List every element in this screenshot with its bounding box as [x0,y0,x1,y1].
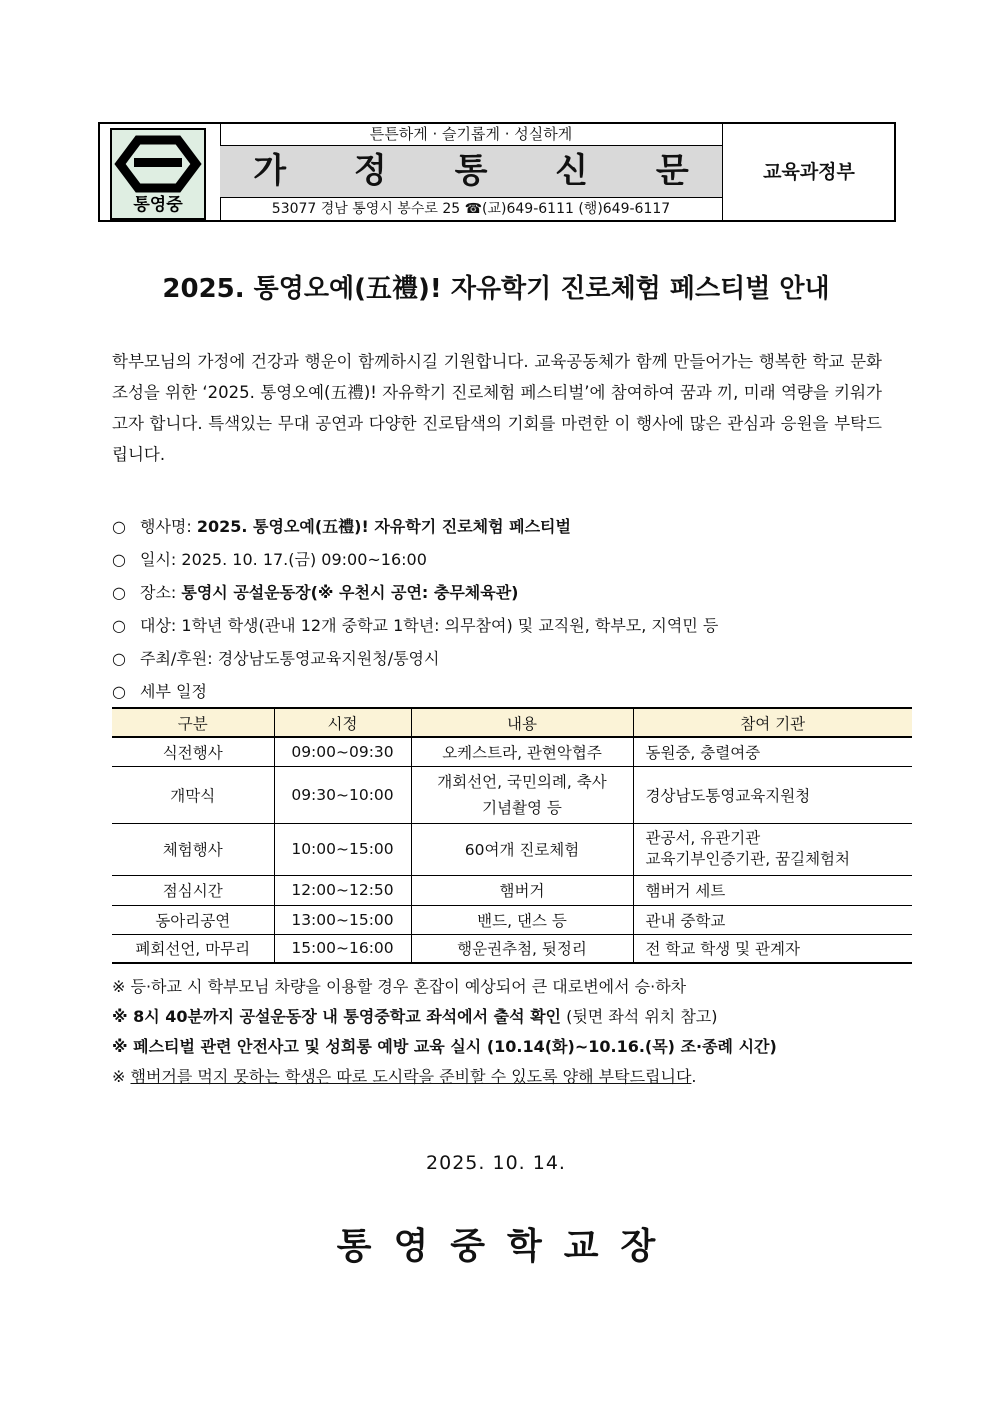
note-attendance [112,1002,912,1032]
cell-org: 햄버거 세트 [633,875,912,905]
note-end: . [691,1067,697,1086]
cell-content: 오케스트라, 관현악협주 [411,737,633,766]
cell-time: 13:00~15:00 [274,905,411,934]
cell-org [633,823,912,875]
note-safety [112,1032,912,1062]
svg-text:통영중: 통영중 [133,195,183,215]
school-slogan: 튼튼하게 · 슬기롭게 · 성실하게 [369,125,573,143]
logo-cell [100,124,221,220]
table-header-row [112,708,912,737]
school-logo [110,128,206,220]
info-host [112,642,892,675]
cell-time: 12:00~12:50 [274,875,411,905]
cell-category: 식전행사 [112,737,274,766]
cell-org: 전 학교 학생 및 관계자 [633,934,912,963]
note-text-bold: 8시 40분까지 공설운동장 내 통영중학교 좌석에서 출석 확인 [127,1007,562,1026]
date-label: 일시: [140,550,182,569]
cell-org-line: 관공서, 유관기관 [645,829,761,847]
note-mark: ※ [112,1007,128,1026]
table-row [112,905,912,934]
info-schedule [112,675,892,708]
cell-time: 10:00~15:00 [274,823,411,875]
note-mark: ※ [112,1067,126,1086]
info-event-name [112,510,892,543]
cell-org: 관내 중학교 [633,905,912,934]
bullet-icon: ○ [112,583,126,602]
cell-content: 햄버거 [411,875,633,905]
intro-paragraph: 학부모님의 가정에 건강과 행운이 함께하시길 기원합니다. 교육공동체가 함께 만들어가는 행복한 학교 문화 조성을 위한 ‘2025. 통영오예(五禮)! 자유학기 진로체험 페스티벌’에 참여하여 꿈과 끼, 미래 역량을 키워가고자 합니다. 특색있는 무대 공연과 다양한 진로탐색의 기회를 마련한 이 행사에 많은 관심과 응원을 부탁드립니다. [112,352,882,464]
bullet-icon: ○ [112,517,126,536]
info-date [112,543,892,576]
place-label: 장소: [140,583,182,602]
cell-category: 폐회선언, 마무리 [112,934,274,963]
host-text: 주최/후원: 경상남도통영교육지원청/통영시 [140,649,440,668]
cell-content [411,766,633,823]
school-address: 53077 경남 통영시 봉수로 25 ☎(교)649-6111 (행)649-6117 [271,201,671,217]
bullet-icon: ○ [112,616,126,635]
cell-content: 60여개 진로체험 [411,823,633,875]
newsletter-title: 가 정 통 신 문 [220,145,722,198]
column-header: 시정 [274,708,411,737]
cell-category: 점심시간 [112,875,274,905]
event-info-list [112,510,892,708]
cell-category: 동아리공연 [112,905,274,934]
table-row [112,934,912,963]
cell-org: 동원중, 충렬여중 [633,737,912,766]
place-value: 통영시 공설운동장(※ 우천시 공연: 충무체육관) [181,583,519,602]
table-row [112,737,912,766]
cell-content: 밴드, 댄스 등 [411,905,633,934]
bullet-icon: ○ [112,550,126,569]
header-middle [220,124,722,220]
newsletter-header [98,122,896,222]
cell-org-line: 교육기부인증기관, 꿈길체험처 [645,850,851,868]
cell-content-line: 기념촬영 등 [482,798,562,817]
target-text: 대상: 1학년 학생(관내 12개 중학교 1학년: 의무참여) 및 교직원, 학부모, 지역민 등 [140,616,719,635]
column-header: 참여 기관 [633,708,912,737]
signer-name: 통영중학교장 [336,1226,678,1267]
bullet-icon: ○ [112,649,126,668]
school-emblem-icon [112,130,204,218]
note-mark: ※ [112,977,126,996]
note-lunch [112,1062,912,1092]
table-row [112,875,912,905]
cell-content: 행운권추첨, 뒷정리 [411,934,633,963]
note-text: (뒷면 좌석 위치 참고) [561,1007,718,1026]
notes-list [112,972,912,1092]
document-title: 2025. 통영오예(五禮)! 자유학기 진로체험 페스티벌 안내 [162,274,830,304]
issue-date: 2025. 10. 14. [426,1152,566,1174]
cell-category: 체험행사 [112,823,274,875]
column-header: 내용 [411,708,633,737]
cell-time: 15:00~16:00 [274,934,411,963]
event-value: 2025. 통영오예(五禮)! 자유학기 진로체험 페스티벌 [196,517,571,536]
column-header: 구분 [112,708,274,737]
department-name: 교육과정부 [722,124,895,220]
cell-time: 09:00~09:30 [274,737,411,766]
info-target [112,609,892,642]
info-place [112,576,892,609]
cell-category: 개막식 [112,766,274,823]
note-text-underlined: 햄버거를 먹지 못하는 학생은 따로 도시락을 준비할 수 있도록 양해 부탁드립니다 [130,1067,692,1086]
note-text-bold: 페스티벌 관련 안전사고 및 성희롱 예방 교육 실시 (10.14(화)~10.16.(목) 조·종례 시간) [127,1037,777,1056]
bullet-icon: ○ [112,682,126,701]
schedule-table [112,707,912,964]
note-dropoff [112,972,912,1002]
cell-content-line: 개회선언, 국민의례, 축사 [437,772,607,791]
table-row [112,766,912,823]
note-text: 등·하교 시 학부모님 차량을 이용할 경우 혼잡이 예상되어 큰 대로변에서 승·하차 [125,977,687,996]
cell-time: 09:30~10:00 [274,766,411,823]
cell-org: 경상남도통영교육지원청 [633,766,912,823]
note-mark: ※ [112,1037,128,1056]
schedule-label: 세부 일정 [140,682,207,701]
table-row [112,823,912,875]
event-label: 행사명: [140,517,197,536]
date-value: 2025. 10. 17.(금) 09:00~16:00 [181,550,427,569]
